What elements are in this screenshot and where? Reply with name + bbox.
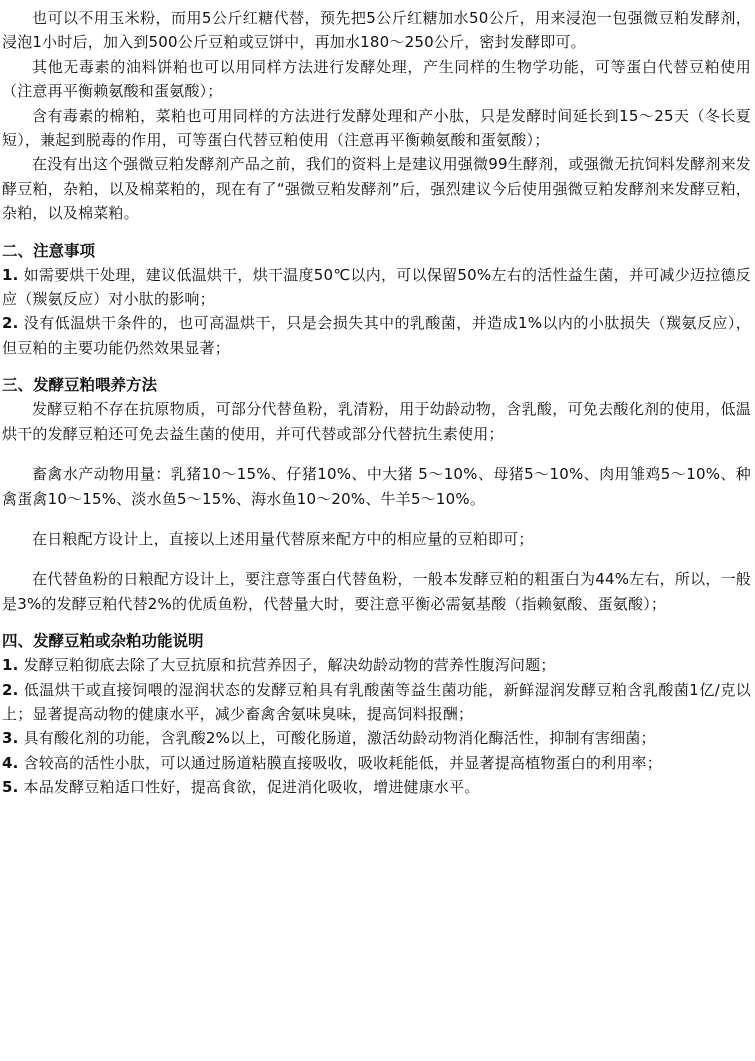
function-item-4 [2,751,751,775]
item-number: 3. [2,729,19,748]
item-text: 本品发酵豆粕适口性好，提高食欲，促进消化吸收，增进健康水平。 [18,778,480,797]
item-number: 2. [2,314,19,333]
feeding-paragraph-4: 在代替鱼粉的日粮配方设计上，要注意等蛋白代替鱼粉，一般本发酵豆粕的粗蛋白为44%左右，所以，一般是3%的发酵豆粕代替2%的优质鱼粉，代替量大时，要注意平衡必需氨基酸（指赖氨酸、蛋氨酸）； [2,570,751,613]
function-item-3 [2,726,751,750]
function-item-1 [2,653,751,677]
section-heading-functions: 四、发酵豆粕或杂粕功能说明 [2,632,204,651]
item-number: 1. [2,656,19,675]
function-item-2 [2,678,751,727]
feeding-paragraph-dosage: 畜禽水产动物用量：乳猪10～15%、仔猪10%、中大猪 5～10%、母猪5～10%、肉用雏鸡5～10%、种禽蛋禽10～15%、淡水鱼5～15%、海水鱼10～20%、牛羊5～10%。 [2,465,751,508]
item-number: 2. [2,680,19,699]
item-text: 具有酸化剂的功能，含乳酸2%以上，可酸化肠道，激活幼龄动物消化酶活性，抑制有害细菌； [18,729,656,748]
feeding-paragraph-3: 在日粮配方设计上，直接以上述用量代替原来配方中的相应量的豆粕即可； [32,529,534,548]
feeding-paragraph-1: 发酵豆粕不存在抗原物质，可部分代替鱼粉，乳清粉，用于幼龄动物，含乳酸，可免去酸化剂的使用，低温烘干的发酵豆粕还可免去益生菌的使用，并可代替或部分代替抗生素使用； [2,400,751,443]
precaution-item-1 [2,263,751,312]
precaution-item-2 [2,311,751,360]
item-text: 低温烘干或直接饲喂的湿润状态的发酵豆粕具有乳酸菌等益生菌功能，新鲜湿润发酵豆粕含乳酸菌1亿/克以上；显著提高动物的健康水平，减少畜禽舍氨味臭味，提高饲料报酬； [2,680,751,723]
intro-paragraph-1: 也可以不用玉米粉，而用5公斤红糖代替，预先把5公斤红糖加水50公斤，用来浸泡一包强微豆粕发酵剂，浸泡1小时后，加入到500公斤豆粕或豆饼中，再加水180～250公斤，密封发酵即可。 [2,9,751,52]
section-heading-precautions: 二、注意事项 [2,241,96,260]
item-number: 1. [2,265,19,284]
item-text: 发酵豆粕彻底去除了大豆抗原和抗营养因子，解决幼龄动物的营养性腹泻问题； [18,656,556,675]
function-item-5 [2,775,751,799]
item-number: 5. [2,778,19,797]
intro-paragraph-3: 含有毒素的棉粕，菜粕也可用同样的方法进行发酵处理和产小肽，只是发酵时间延长到15～25天（冬长夏短），兼起到脱毒的作用，可等蛋白代替豆粕使用（注意再平衡赖氨酸和蛋氨酸）； [2,106,751,150]
intro-paragraph-4: 在没有出这个强微豆粕发酵剂产品之前，我们的资料上是建议用强微99生酵剂，或强微无抗饲料发酵剂来发酵豆粕，杂粕，以及棉菜粕的，现在有了“强微豆粕发酵剂”后，强烈建议今后使用强微豆粕发酵剂来发酵豆粕，杂粕，以及棉菜粕。 [2,155,751,223]
intro-paragraph-2: 其他无毒素的油料饼粕也可以用同样方法进行发酵处理，产生同样的生物学功能，可等蛋白代替豆粕使用（注意再平衡赖氨酸和蛋氨酸）； [2,57,751,101]
item-number: 4. [2,753,19,772]
item-text: 含较高的活性小肽，可以通过肠道粘膜直接吸收，吸收耗能低，并显著提高植物蛋白的利用率； [18,753,662,772]
section-heading-feeding-method: 三、发酵豆粕喂养方法 [2,376,158,395]
item-text: 没有低温烘干条件的，也可高温烘干，只是会损失其中的乳酸菌，并造成1%以内的小肽损失（羰氨反应），但豆粕的主要功能仍然效果显著； [2,314,751,357]
item-text: 如需要烘干处理，建议低温烘干，烘干温度50℃以内，可以保留50%左右的活性益生菌，并可减少迈拉德反应（羰氨反应）对小肽的影响； [2,265,751,309]
